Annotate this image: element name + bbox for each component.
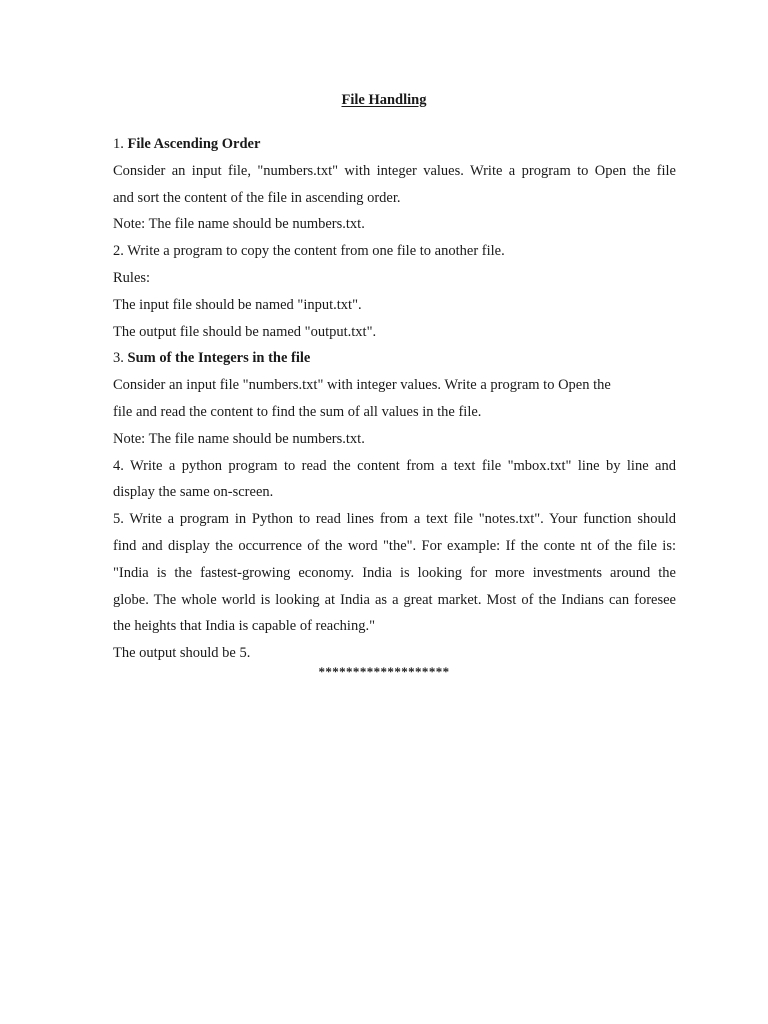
q1-line-2: and sort the content of the file in ascending order.: [113, 189, 401, 206]
q5-line-1: 5. Write a program in Python to read lines from a text file "notes.txt". Your function should: [113, 511, 676, 528]
q5-line-5: the heights that India is capable of reaching.": [113, 618, 375, 635]
q4-line-1: 4. Write a python program to read the content from a text file "mbox.txt" line by line and: [113, 457, 676, 474]
q1-number: 1.: [113, 136, 124, 152]
q1-heading: File Ascending Order: [127, 136, 261, 152]
q1-line-1: Consider an input file, "numbers.txt" with integer values. Write a program to Open the file: [113, 162, 676, 179]
q5-line-3: "India is the fastest-growing economy. India is looking for more investments around the: [113, 564, 676, 581]
q2-line-3: The input file should be named "input.txt".: [113, 296, 362, 313]
q3-number: 3.: [113, 350, 124, 367]
q3-line-1: Consider an input file "numbers.txt" with integer values. Write a program to Open the: [113, 377, 611, 394]
document-title: File Handling: [341, 92, 427, 108]
end-marker: *******************: [318, 664, 450, 679]
q2-line-1: 2. Write a program to copy the content from one file to another file.: [113, 243, 505, 260]
q2-line-4: The output file should be named "output.txt".: [113, 323, 377, 340]
q1-line-3: Note: The file name should be numbers.txt.: [113, 216, 365, 233]
q3-heading: Sum of the Integers in the file: [127, 350, 311, 367]
q1-heading-line: [113, 131, 676, 158]
q3-line-3: Note: The file name should be numbers.txt.: [113, 430, 365, 447]
q5-line-6: The output should be 5.: [113, 645, 251, 662]
document-body: [113, 131, 676, 667]
q5-line-2: find and display the occurrence of the word "the". For example: If the conte nt of the file is:: [113, 537, 676, 554]
q3-heading-line: [113, 345, 676, 372]
q5-line-4: globe. The whole world is looking at India as a great market. Most of the Indians can foresee: [113, 591, 676, 608]
q2-line-2: Rules:: [113, 269, 151, 286]
q3-line-2: file and read the content to find the sum of all values in the file.: [113, 403, 482, 420]
q4-line-2: display the same on-screen.: [113, 484, 274, 501]
